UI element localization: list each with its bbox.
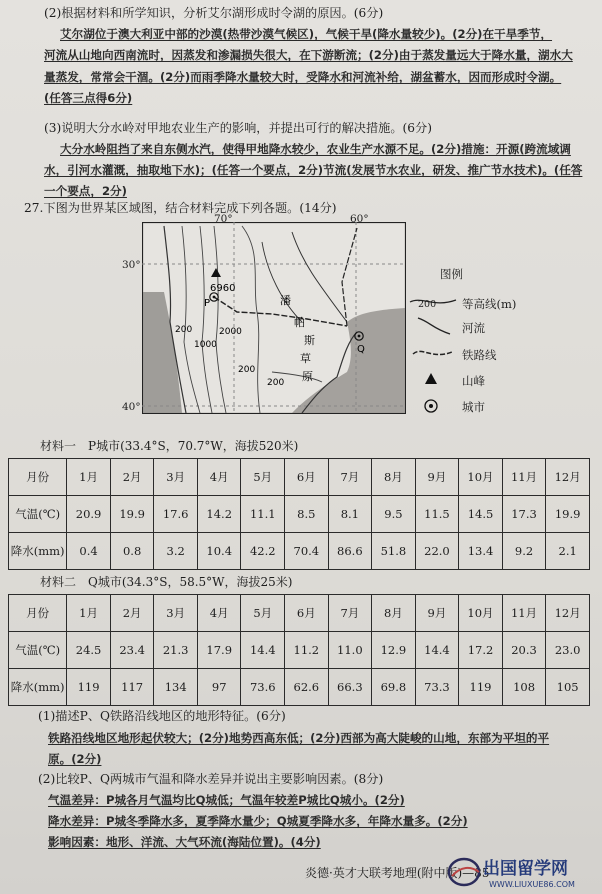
table-cell: 5月 <box>241 595 285 632</box>
q27-p2-question: (2)比较P、Q两城市气温和降水差异并说出主要影响因素。(8分) <box>38 772 384 786</box>
table-cell: 11.2 <box>285 632 329 669</box>
peak-triangle-icon <box>424 372 438 386</box>
table-cell: 10月 <box>459 459 503 496</box>
page-footer: 炎德·英才大联考地理(附中版)—85 <box>305 866 490 880</box>
region-label-char: 原 <box>302 370 313 383</box>
city-q-label: Q <box>357 344 365 355</box>
lon-label-60: 60° <box>350 213 369 225</box>
contour-label: 1000 <box>194 340 217 350</box>
table-cell: 9.5 <box>372 496 416 533</box>
legend-title: 图例 <box>440 267 463 281</box>
table-cell: 4月 <box>197 595 241 632</box>
legend-city-label: 城市 <box>462 400 485 414</box>
table-cell: 11.5 <box>415 496 459 533</box>
table-cell: 13.4 <box>459 533 503 570</box>
table-cell: 4月 <box>197 459 241 496</box>
region-label-char: 潘 <box>280 294 291 307</box>
legend-contour-sample: 200 <box>418 299 437 310</box>
q27-title: 27.下图为世界某区域图，结合材料完成下列各题。(14分) <box>24 201 337 215</box>
row-label-cell: 降水(mm) <box>9 533 67 570</box>
table-cell: 105 <box>546 669 590 706</box>
table-cell: 73.6 <box>241 669 285 706</box>
contour-label: 200 <box>267 378 285 388</box>
watermark-url: WWW.LIUXUE86.COM <box>489 880 575 889</box>
table-cell: 19.9 <box>546 496 590 533</box>
table-cell: 17.9 <box>197 632 241 669</box>
table-cell: 21.3 <box>154 632 198 669</box>
region-map <box>142 222 406 414</box>
contour-label: 2000 <box>219 327 242 337</box>
lon-label-70: 70° <box>214 213 233 225</box>
table-cell: 11.1 <box>241 496 285 533</box>
table-cell: 6月 <box>285 595 329 632</box>
legend-peak-label: 山峰 <box>462 374 485 388</box>
table-row <box>9 669 590 706</box>
table-cell: 3月 <box>154 459 198 496</box>
table-cell: 9月 <box>415 459 459 496</box>
globe-icon <box>449 859 479 885</box>
region-label-char: 斯 <box>304 334 315 347</box>
city-p-label: P <box>204 298 211 309</box>
q26-p2-answer-line: (任答三点得6分) <box>44 91 133 105</box>
table-cell: 8月 <box>372 459 416 496</box>
table-cell: 11月 <box>502 595 546 632</box>
table-cell: 6月 <box>285 459 329 496</box>
table-cell: 5月 <box>241 459 285 496</box>
table-cell: 66.3 <box>328 669 372 706</box>
table-cell: 2.1 <box>546 533 590 570</box>
table-cell: 22.0 <box>415 533 459 570</box>
table-cell: 134 <box>154 669 198 706</box>
table-cell: 20.3 <box>502 632 546 669</box>
table-cell: 0.8 <box>110 533 154 570</box>
q26-p2-answer-line: 河流从山地向西南流时，因蒸发和渗漏损失很大，在下游断流；(2分)由于蒸发量远大于降水量，湖水大 <box>44 48 573 62</box>
watermark-brand: 出国留学网 <box>483 859 568 879</box>
table-cell: 117 <box>110 669 154 706</box>
table-cell: 17.2 <box>459 632 503 669</box>
region-label-char: 帕 <box>294 316 305 329</box>
table-cell: 108 <box>502 669 546 706</box>
contour-label: 200 <box>175 325 193 335</box>
q27-p2-answer-line: 降水差异：P城冬季降水多，夏季降水量少；Q城夏季降水多，年降水量多。(2分) <box>48 814 468 828</box>
table-cell: 2月 <box>110 595 154 632</box>
region-label-char: 草 <box>300 352 311 365</box>
row-label-cell: 降水(mm) <box>9 669 67 706</box>
region-map-svg <box>142 222 406 414</box>
q27-p2-answer-line: 影响因素：地形、洋流、大气环流(海陆位置)。(4分) <box>48 835 321 849</box>
railway-icon <box>410 344 456 362</box>
city-q-dot <box>358 335 361 338</box>
table-cell: 73.3 <box>415 669 459 706</box>
table-cell: 1月 <box>67 595 111 632</box>
table-cell: 69.8 <box>372 669 416 706</box>
table-cell: 7月 <box>328 595 372 632</box>
table-cell: 17.3 <box>502 496 546 533</box>
table-row <box>9 533 590 570</box>
table-cell: 19.9 <box>110 496 154 533</box>
table-cell: 8.1 <box>328 496 372 533</box>
table-cell: 10.4 <box>197 533 241 570</box>
table-cell: 86.6 <box>328 533 372 570</box>
table-cell: 20.9 <box>67 496 111 533</box>
lat-label-30: 30° <box>122 259 141 271</box>
material2-header-row <box>9 595 590 632</box>
table-cell: 10月 <box>459 595 503 632</box>
peak-elevation-label: 6960 <box>210 283 236 294</box>
table-cell: 70.4 <box>285 533 329 570</box>
table-cell: 9.2 <box>502 533 546 570</box>
table-cell: 11.0 <box>328 632 372 669</box>
q26-p3-answer-line: 水，引河水灌溉，抽取地下水)；(任答一个要点，2分)节流(发展节水农业，研发、推广节水技术)。(任答 <box>44 163 583 177</box>
table-cell: 3月 <box>154 595 198 632</box>
watermark-logo <box>447 852 597 892</box>
material1-header-row <box>9 459 590 496</box>
swoosh-icon <box>452 868 479 876</box>
table-cell: 14.4 <box>415 632 459 669</box>
table-cell: 14.4 <box>241 632 285 669</box>
table-cell: 119 <box>67 669 111 706</box>
table-cell: 24.5 <box>67 632 111 669</box>
table-cell: 9月 <box>415 595 459 632</box>
material1-table <box>8 458 590 570</box>
material2-title: 材料二 Q城市(34.3°S，58.5°W，海拔25米) <box>40 575 293 589</box>
q26-p3-answer-line: 大分水岭阻挡了来自东侧水汽，使得甲地降水较少，农业生产水源不足。(2分)措施：开源(跨流域调 <box>60 142 571 156</box>
table-cell: 12月 <box>546 459 590 496</box>
q27-p1-answer-line: 铁路沿线地区地形起伏较大；(2分)地势西高东低；(2分)西部为高大陡峻的山地，东部为平坦的平 <box>48 731 550 745</box>
material1-title: 材料一 P城市(33.4°S，70.7°W，海拔520米) <box>40 439 299 453</box>
table-cell: 12.9 <box>372 632 416 669</box>
q26-p3-question: (3)说明大分水岭对甲地农业生产的影响，并提出可行的解决措施。(6分) <box>44 121 432 135</box>
table-cell: 8月 <box>372 595 416 632</box>
q26-p2-question: (2)根据材料和所学知识，分析艾尔湖形成时令湖的原因。(6分) <box>44 6 384 20</box>
table-cell: 23.4 <box>110 632 154 669</box>
table-cell: 2月 <box>110 459 154 496</box>
city-p-dot <box>213 296 216 299</box>
q27-p2-answer-line: 气温差异：P城各月气温均比Q城低；气温年较差P城比Q城小。(2分) <box>48 793 405 807</box>
q27-p1-answer-line: 原。(2分) <box>48 752 102 766</box>
table-cell: 51.8 <box>372 533 416 570</box>
watermark-svg <box>447 852 597 892</box>
table-cell: 17.6 <box>154 496 198 533</box>
table-cell: 62.6 <box>285 669 329 706</box>
row-label-cell: 气温(℃) <box>9 496 67 533</box>
q26-p3-answer-line: 一个要点，2分) <box>44 184 127 198</box>
legend-contour-label: 等高线(m) <box>462 297 517 311</box>
table-cell: 14.2 <box>197 496 241 533</box>
table-cell: 8.5 <box>285 496 329 533</box>
table-row <box>9 632 590 669</box>
row-label-cell: 月份 <box>9 459 67 496</box>
city-circle-icon <box>423 398 439 414</box>
lat-label-40: 40° <box>122 401 141 413</box>
legend-railway-label: 铁路线 <box>462 348 497 362</box>
contour-label: 200 <box>238 365 256 375</box>
table-cell: 3.2 <box>154 533 198 570</box>
table-cell: 11月 <box>502 459 546 496</box>
q27-p1-question: (1)描述P、Q铁路沿线地区的地形特征。(6分) <box>38 709 286 723</box>
q26-p2-answer-line: 量蒸发，常常会干涸。(2分)而雨季降水量较大时，受降水和河流补给，湖盆蓄水，因而形成时令湖。 <box>44 70 562 84</box>
q26-p2-answer-line: 艾尔湖位于澳大利亚中部的沙漠(热带沙漠气候区)，气候干旱(降水量较少)。(2分)在干旱季节， <box>60 27 553 41</box>
table-row <box>9 496 590 533</box>
material2-table <box>8 594 590 706</box>
table-cell: 23.0 <box>546 632 590 669</box>
river-icon <box>414 314 454 338</box>
table-cell: 0.4 <box>67 533 111 570</box>
table-cell: 14.5 <box>459 496 503 533</box>
table-cell: 1月 <box>67 459 111 496</box>
table-cell: 119 <box>459 669 503 706</box>
row-label-cell: 气温(℃) <box>9 632 67 669</box>
table-cell: 12月 <box>546 595 590 632</box>
row-label-cell: 月份 <box>9 595 67 632</box>
table-cell: 7月 <box>328 459 372 496</box>
table-cell: 97 <box>197 669 241 706</box>
table-cell: 42.2 <box>241 533 285 570</box>
legend-river-label: 河流 <box>462 321 485 335</box>
